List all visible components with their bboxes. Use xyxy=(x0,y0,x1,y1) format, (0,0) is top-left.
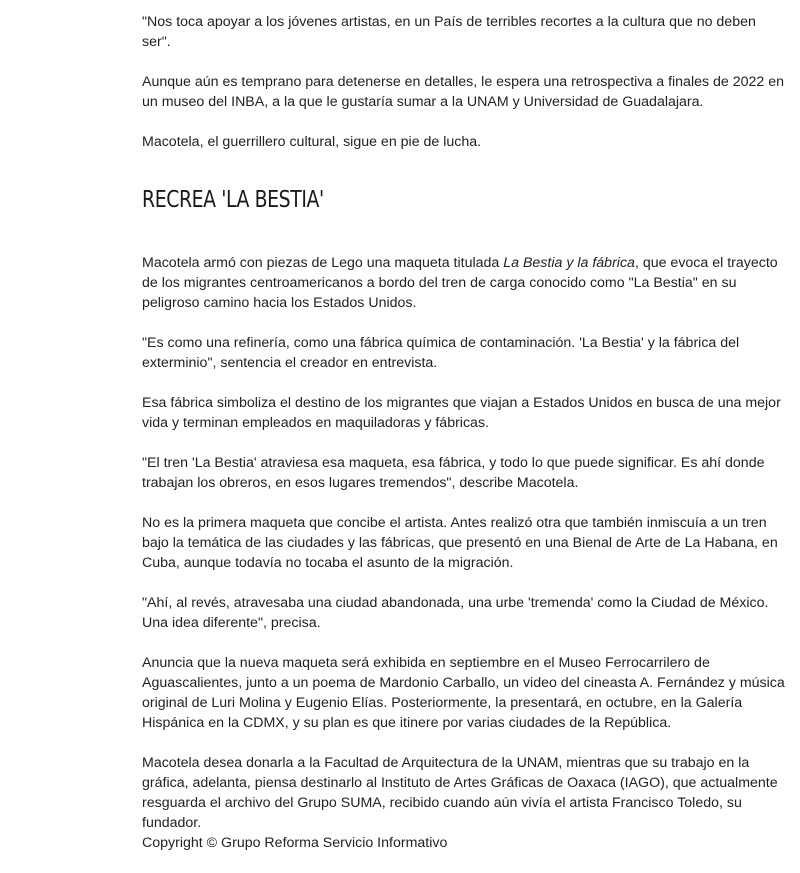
article-paragraph xyxy=(142,253,788,313)
paragraph-text: Macotela armó con piezas de Lego una maqueta titulada xyxy=(142,255,504,271)
article-paragraph: "Es como una refinería, como una fábrica química de contaminación. 'La Bestia' y la fábrica del exterminio", sentencia el creador en entrevista. xyxy=(142,335,740,371)
article-paragraph: No es la primera maqueta que concibe el artista. Antes realizó otra que también inmiscuía a un tren bajo la temática de las ciudades y las fábricas, que presentó en una Bienal de Arte de La Habana, en Cuba, aunque todavía no tocaba el asunto de la migración. xyxy=(142,515,778,571)
paragraph-text: , que evoca el trayecto de los migrantes centroamericanos a bordo del tren de carga conocido como "La Bestia" en su peligroso camino hacia los Estados Unidos. xyxy=(142,255,778,311)
article-paragraph: "El tren 'La Bestia' atraviesa esa maqueta, esa fábrica, y todo lo que puede significar. Es ahí donde trabajan los obreros, en esos lugares tremendos", describe Macotela. xyxy=(142,455,765,491)
article-body xyxy=(142,12,788,873)
section-heading: RECREA 'LA BESTIA' xyxy=(142,187,324,213)
article-paragraph: Macotela desea donarla a la Facultad de Arquitectura de la UNAM, mientras que su trabajo en la gráfica, adelanta, piensa destinarlo al Instituto de Artes Gráficas de Oaxaca (IAGO), que actualmente resguarda el archivo del Grupo SUMA, recibido cuando aún vivía el artista Francisco Toledo, su fundador. xyxy=(142,755,778,831)
article-paragraph: Aunque aún es temprano para detenerse en detalles, le espera una retrospectiva a finales de 2022 en un museo del INBA, a la que le gustaría sumar a la UNAM y Universidad de Guadalajara. xyxy=(142,74,785,110)
article-paragraph: "Nos toca apoyar a los jóvenes artistas, en un País de terribles recortes a la cultura que no deben ser". xyxy=(142,14,756,50)
article-paragraph: Anuncia que la nueva maqueta será exhibida en septiembre en el Museo Ferrocarrilero de Aguascalientes, junto a un poema de Mardonio Carballo, un video del cineasta A. Fernández y música original de Luri Molina y Eugenio Elías. Posteriormente, la presentará, en octubre, en la Galería Hispánica en la CDMX, y su plan es que itinere por varias ciudades de la República. xyxy=(142,655,785,731)
article-paragraph: Esa fábrica simboliza el destino de los migrantes que viajan a Estados Unidos en busca de una mejor vida y terminan empleados en maquiladoras y fábricas. xyxy=(142,395,781,431)
article-paragraph: Macotela, el guerrillero cultural, sigue en pie de lucha. xyxy=(142,134,482,150)
copyright-notice: Copyright © Grupo Reforma Servicio Informativo xyxy=(142,835,448,851)
article-paragraph: "Ahí, al revés, atravesaba una ciudad abandonada, una urbe 'tremenda' como la Ciudad de México. Una idea diferente", precisa. xyxy=(142,595,769,631)
artwork-title: La Bestia y la fábrica xyxy=(503,255,635,271)
